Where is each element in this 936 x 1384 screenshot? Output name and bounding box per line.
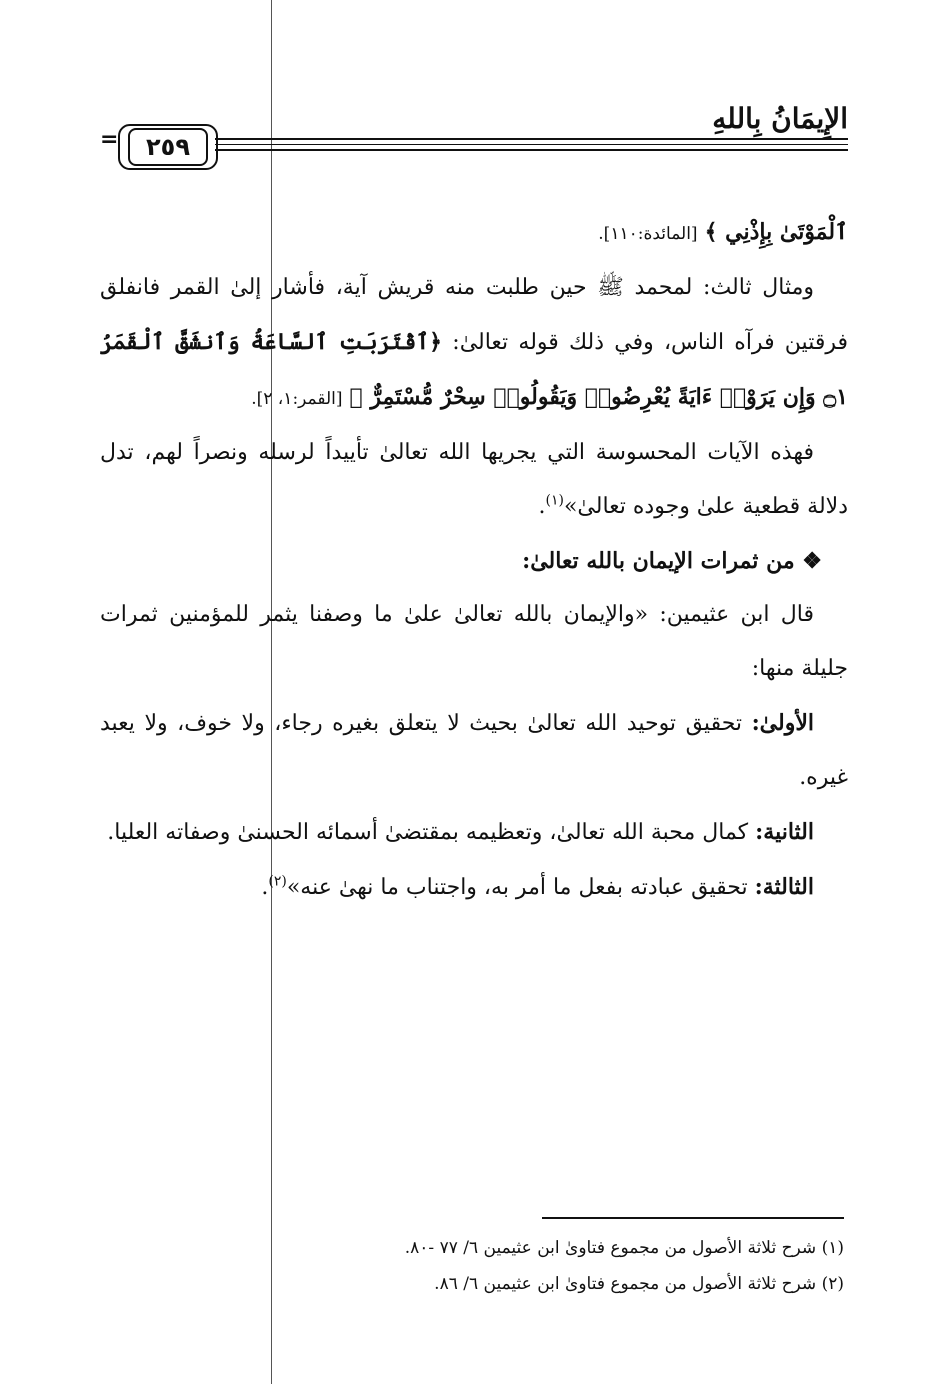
paragraph-end: . <box>538 494 546 519</box>
quran-verse: ﴿ٱقْتَرَبَتِ ٱلسَّاعَةُ وَٱنشَقَّ ٱلْقَمَرُ ۝١ وَإِن يَرَوْا۟ ءَايَةً يُعْرِضُوا۟ وَيَقُولُوا۟ سِحْرٌ مُّسْتَمِرٌّ ﴾ <box>100 329 848 410</box>
paragraph-text: ومثال ثالث: لمحمد ﷺ حين طلبت منه قريش آية، فأشار إلىٰ القمر فانفلق فرقتين فرآه الناس، وفي ذلك قوله تعالىٰ: <box>100 275 849 355</box>
item-label: الأولىٰ: <box>751 710 815 736</box>
list-item <box>100 696 848 805</box>
verse-reference: [المائدة:١١٠]. <box>598 224 698 244</box>
paragraph <box>100 261 848 426</box>
paragraph <box>100 588 848 696</box>
footnote-separator <box>542 1217 844 1219</box>
page-number: ٢٥٩ <box>128 128 208 166</box>
footnotes <box>320 1230 844 1302</box>
paragraph-text: قال ابن عثيمين: «والإيمان بالله تعالىٰ علىٰ ما وصفنا يثمر للمؤمنين ثمرات جليلة منها: <box>100 602 848 681</box>
header-rule <box>215 149 848 151</box>
footnote-marker: (٢) <box>268 873 287 890</box>
footnote: (١) شرح ثلاثة الأصول من مجموع فتاوىٰ ابن عثيمين ٦/ ٧٧ -٨٠. <box>404 1238 844 1258</box>
item-text: تحقيق عبادته بفعل ما أمر به، واجتناب ما نهىٰ عنه» <box>286 875 748 900</box>
footnote-marker: (١) <box>545 492 564 509</box>
page-header <box>100 96 848 186</box>
item-text: كمال محبة الله تعالىٰ، وتعظيمه بمقتضىٰ أسمائه الحسنىٰ وصفاته العليا. <box>107 820 749 845</box>
paragraph <box>100 426 848 534</box>
section-heading: ❖ من ثمرات الإيمان بالله تعالىٰ: <box>522 548 822 574</box>
paragraph-text: فهذه الآيات المحسوسة التي يجريها الله تعالىٰ تأييداً لرسله ونصراً لهم، تدل دلالة قطعية علىٰ وجوده تعالىٰ» <box>100 440 848 519</box>
main-text <box>100 205 848 915</box>
header-rule <box>215 138 848 140</box>
list-item <box>100 805 848 860</box>
paragraph <box>100 205 848 261</box>
item-text: تحقيق توحيد الله تعالىٰ بحيث لا يتعلق بغيره رجاء، ولا خوف، ولا يعبد غيره. <box>100 711 848 790</box>
item-label: الثانية: <box>755 819 814 845</box>
quran-verse: ٱلْمَوْتَىٰ بِإِذْنِي ﴾ <box>704 219 848 245</box>
verse-reference: [القمر:١، ٢]. <box>251 389 343 409</box>
list-item <box>100 860 848 915</box>
page-marker: = <box>100 127 119 152</box>
footnote: (٢) شرح ثلاثة الأصول من مجموع فتاوىٰ ابن عثيمين ٦/ ٨٦. <box>434 1274 844 1294</box>
header-rule <box>215 144 848 145</box>
paragraph-end: . <box>261 875 269 900</box>
running-title: الإِيمَانُ بِاللهِ <box>712 102 848 135</box>
item-label: الثالثة: <box>754 874 814 900</box>
